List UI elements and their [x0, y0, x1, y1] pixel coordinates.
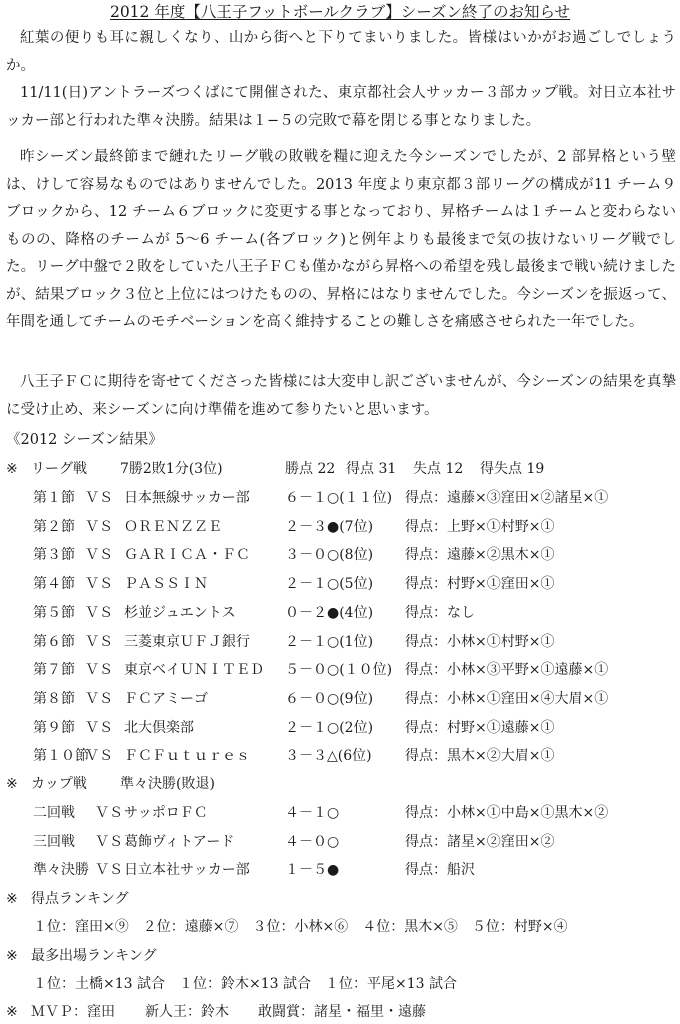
paragraph-closing: 八王子ＦＣに期待を寄せてくださった皆様には大変申し訳ございませんが、今シーズンの結果を真摯に受け止め、来シーズンに向け準備を進めて参りたいと思います。	[6, 374, 676, 418]
match-vs: ＶＳ	[85, 604, 113, 621]
match-scorers: 得点：村野×①窪田×①	[405, 576, 555, 593]
paragraph-cup-result: 11/11(日)アントラーズつくばにて開催された、東京都社会人サッカー３部カップ戦。対日立本社サッカー部と行われた準々決勝。結果は１−５の完敗で幕を閉じる事となりました。	[6, 85, 676, 129]
match-opponent: 三菱東京ＵＦＪ銀行	[124, 633, 250, 650]
match-opponent: 日立本社サッカー部	[124, 862, 250, 879]
league-match-row	[0, 658, 680, 682]
match-vs: ＶＳ	[85, 576, 113, 593]
awards-row	[0, 1000, 680, 1024]
match-scorers: 得点：上野×①村野×①	[405, 518, 555, 535]
results-heading: 《2012 シーズン結果》	[6, 432, 163, 448]
match-opponent: ＦＣアミーゴ	[124, 690, 208, 707]
award-mvp: ＭＶＰ：窪田	[31, 1004, 115, 1020]
match-opponent: ＰＡＳＳＩＮ	[124, 576, 208, 593]
match-vs: ＶＳ	[95, 833, 123, 850]
match-opponent: ＯＲＥＮＺＺＥ	[124, 518, 222, 535]
match-score: ４－１○	[285, 805, 340, 821]
award-fighting-spirit: 敢闘賞：諸星・福里・遠藤	[258, 1004, 426, 1020]
league-match-row	[0, 515, 680, 539]
match-scorers: 得点：小林×①中島×①黒木×②	[405, 805, 609, 821]
cup-match-row	[0, 830, 680, 854]
match-vs: ＶＳ	[95, 862, 123, 879]
cup-match-row	[0, 801, 680, 825]
match-score: ６－０○(9位)	[285, 690, 374, 707]
match-score: １－５●	[285, 862, 340, 879]
match-vs: ＶＳ	[85, 690, 113, 707]
match-score: ０－２●(4位)	[285, 604, 374, 621]
match-round: 第３節	[33, 547, 75, 564]
match-round: 第９節	[33, 719, 75, 736]
match-round: 第６節	[33, 633, 75, 650]
note-mark: ※	[6, 1004, 18, 1020]
league-record: 7勝2敗1分(3位)	[120, 461, 223, 477]
note-mark: ※	[6, 776, 18, 792]
match-scorers: 得点：小林×③平野×①遠藤×①	[405, 662, 609, 679]
league-match-row	[0, 630, 680, 654]
match-scorers: 得点：諸星×②窪田×②	[405, 833, 555, 850]
match-opponent: 杉並ジュエントス	[124, 604, 236, 621]
match-opponent: 日本無線サッカー部	[124, 490, 250, 506]
league-match-row	[0, 687, 680, 711]
match-score: ３－０○(8位)	[285, 547, 374, 564]
league-match-row	[0, 543, 680, 567]
match-opponent: 葛飾ヴィトアード	[124, 833, 235, 850]
league-match-row	[0, 572, 680, 596]
match-scorers: 得点：船沢	[405, 862, 475, 879]
match-score: ２－３●(7位)	[285, 518, 374, 535]
match-round: 第２節	[33, 518, 75, 535]
match-score: ６－１○(１１位)	[285, 490, 393, 506]
appearance-ranking-text: １位：土橋×13 試合 １位：鈴木×13 試合 １位：平尾×13 試合	[33, 976, 457, 992]
match-score: ３－３△(6位)	[285, 748, 372, 765]
match-scorers: 得点：村野×①遠藤×①	[405, 719, 555, 736]
note-mark: ※	[6, 948, 18, 964]
match-score: ５－０○(１０位)	[285, 662, 393, 679]
match-round: 二回戦	[33, 805, 75, 821]
league-label: リーグ戦	[31, 461, 87, 477]
match-opponent: サッポロＦＣ	[124, 805, 208, 821]
match-scorers: 得点：遠藤×②黒木×①	[405, 547, 555, 564]
match-opponent: 北大倶楽部	[124, 719, 194, 736]
scoring-ranking-heading	[0, 887, 680, 911]
match-opponent: 東京ベイＵＮＩＴＥＤ	[124, 662, 264, 679]
cup-match-row	[0, 858, 680, 882]
cup-summary-row	[0, 772, 680, 796]
award-rookie: 新人王：鈴木	[145, 1004, 229, 1020]
match-round: 第７節	[33, 662, 75, 679]
match-scorers: 得点：遠藤×③窪田×②諸星×①	[405, 490, 609, 506]
page-title	[0, 2, 680, 22]
page-title-text: 2012 年度【八王子フットボールクラブ】シーズン終了のお知らせ	[109, 3, 571, 21]
match-vs: ＶＳ	[85, 518, 113, 535]
match-score: ２－１○(1位)	[285, 633, 374, 650]
appearance-ranking-row	[0, 972, 680, 996]
match-scorers: 得点：なし	[405, 604, 475, 621]
appearance-ranking-heading	[0, 944, 680, 968]
league-match-row	[0, 744, 680, 768]
match-vs: ＶＳ	[85, 748, 113, 765]
league-goals-for: 得点 31	[346, 461, 397, 477]
scoring-ranking-row	[0, 915, 680, 939]
match-score: ４－０○	[285, 833, 340, 850]
league-match-row	[0, 601, 680, 625]
league-points: 勝点 22	[285, 461, 336, 477]
match-opponent: ＦＣＦｕｔｕｒｅｓ	[124, 748, 250, 765]
paragraph-greeting: 紅葉の便りも耳に親しくなり、山から街へと下りてまいりました。皆様はいかがお過ごしでしょうか。	[6, 30, 676, 74]
league-goals-against: 失点 12	[413, 461, 464, 477]
note-mark: ※	[6, 891, 18, 907]
match-vs: ＶＳ	[85, 490, 113, 506]
match-vs: ＶＳ	[85, 719, 113, 736]
scoring-ranking-text: １位：窪田×⑨ ２位：遠藤×⑦ ３位：小林×⑥ ４位：黒木×⑤ ５位：村野×④	[33, 919, 568, 935]
match-opponent: ＧＡＲＩＣＡ・ＦＣ	[124, 547, 250, 564]
match-round: 第１節	[33, 490, 75, 506]
cup-label: カップ戦	[31, 776, 87, 792]
match-vs: ＶＳ	[85, 547, 113, 564]
match-vs: ＶＳ	[85, 662, 113, 679]
match-vs: ＶＳ	[85, 633, 113, 650]
match-score: ２－１○(2位)	[285, 719, 374, 736]
match-round: 第８節	[33, 690, 75, 707]
league-summary-row	[0, 457, 680, 481]
scoring-ranking-label: 得点ランキング	[31, 891, 129, 907]
match-score: ２－１○(5位)	[285, 576, 374, 593]
match-scorers: 得点：小林×①村野×①	[405, 633, 555, 650]
match-round: 三回戦	[33, 833, 75, 850]
league-match-row	[0, 486, 680, 510]
match-round: 準々決勝	[33, 862, 89, 879]
match-scorers: 得点：黒木×②大眉×①	[405, 748, 555, 765]
league-match-row	[0, 716, 680, 740]
note-mark: ※	[6, 461, 18, 477]
league-goal-difference: 得失点 19	[480, 461, 545, 477]
appearance-ranking-label: 最多出場ランキング	[31, 948, 157, 964]
match-round: 第１０節	[33, 748, 89, 765]
match-scorers: 得点：小林×①窪田×④大眉×①	[405, 690, 609, 707]
match-round: 第５節	[33, 604, 75, 621]
match-round: 第４節	[33, 576, 75, 593]
cup-result: 準々決勝(敗退)	[120, 776, 215, 792]
match-vs: ＶＳ	[95, 805, 123, 821]
paragraph-season-review: 昨シーズン最終節まで縺れたリーグ戦の敗戦を糧に迎えた今シーズンでしたが、2 部昇格という壁は、けして容易なものではありませんでした。2013 年度より東京都３部リーグの構成が11 チーム９ブロックから、12 チーム６ブロックに変更する事となっており、昇格チームは１チームと変わらないものの、降格のチームが 5〜6 チーム(各ブロック)と例年よりも最後まで気の抜けないリーグ戦でした。リーグ中盤で２敗をしていた八王子ＦＣも僅かながら昇格への希望を残し最後まで戦い続けましたが、結果ブロック３位と上位にはつけたものの、昇格にはなりませんでした。今シーズンを振返って、年間を通してチームのモチベーションを高く維持することの難しさを痛感させられた一年でした。	[6, 149, 676, 330]
